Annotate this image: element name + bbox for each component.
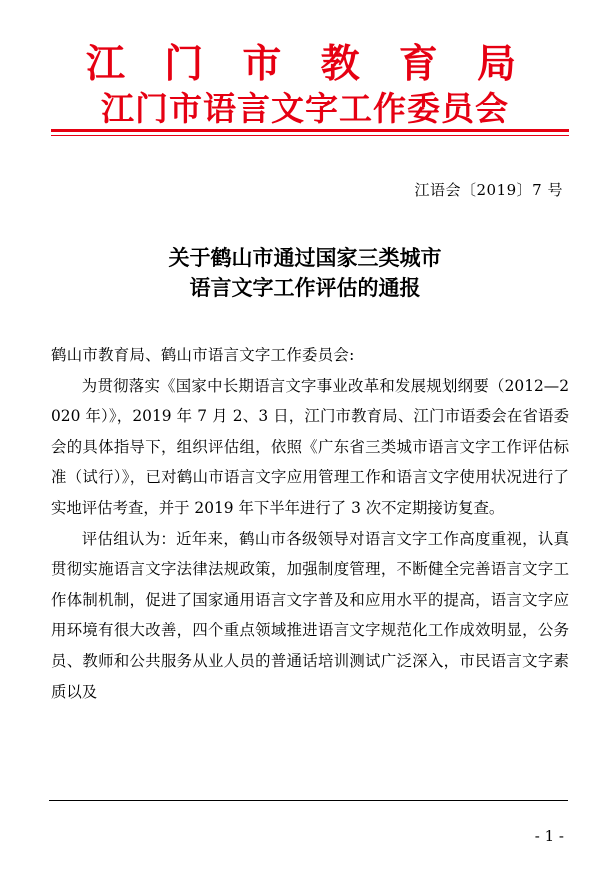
addressee: 鹤山市教育局、鹤山市语言文字工作委员会: [51, 346, 355, 364]
body-paragraph-2: 评估组认为：近年来，鹤山市各级领导对语言文字工作高度重视，认真贯彻实施语言文字法律法规政策，加强制度管理，不断健全完善语言文字工作体制机制，促进了国家通用语言文字普及和应用水平的提高，语言文字应用环境有很大改善，四个重点领域推进语言文字规范化工作成效明显，公务员、教师和公共服务从业人员的普通话培训测试广泛深入，市民语言文字素质以及 [51, 529, 569, 701]
letterhead-char: 市 [242, 41, 282, 87]
letterhead-char: 江 [86, 41, 126, 87]
letterhead-line-1 [86, 42, 516, 86]
title-line-1: 关于鹤山市通过国家三类城市 [168, 245, 442, 270]
footer-divider [49, 800, 568, 801]
page-number: - 1 - [534, 827, 564, 845]
letterhead-char: 门 [164, 41, 204, 87]
letterhead-line-2: 江门市语言文字工作委员会 [101, 89, 509, 128]
title-line-2: 语言文字工作评估的通报 [189, 275, 421, 300]
document-title [0, 243, 610, 303]
letterhead-divider-thick [51, 129, 569, 132]
document-body [51, 340, 569, 707]
body-paragraph-1: 为贯彻落实《国家中长期语言文字事业改革和发展规划纲要（2012—2020 年）》，2019 年 7 月 2、3 日，江门市教育局、江门市语委会在省语委会的具体指导下，组织评估组，依照《广东省三类城市语言文字工作评估标准（试行）》，已对鹤山市语言文字应用管理工作和语言文字使用状况进行了实地评估考查，并于 2019 年下半年进行了 3 次不定期接访复查。 [51, 376, 569, 517]
letterhead-char: 局 [476, 41, 516, 87]
letterhead-char: 育 [398, 41, 438, 87]
document-number: 江语会〔2019〕7 号 [414, 181, 563, 199]
letterhead-char: 教 [320, 41, 360, 87]
letterhead-divider-thin [51, 135, 569, 136]
